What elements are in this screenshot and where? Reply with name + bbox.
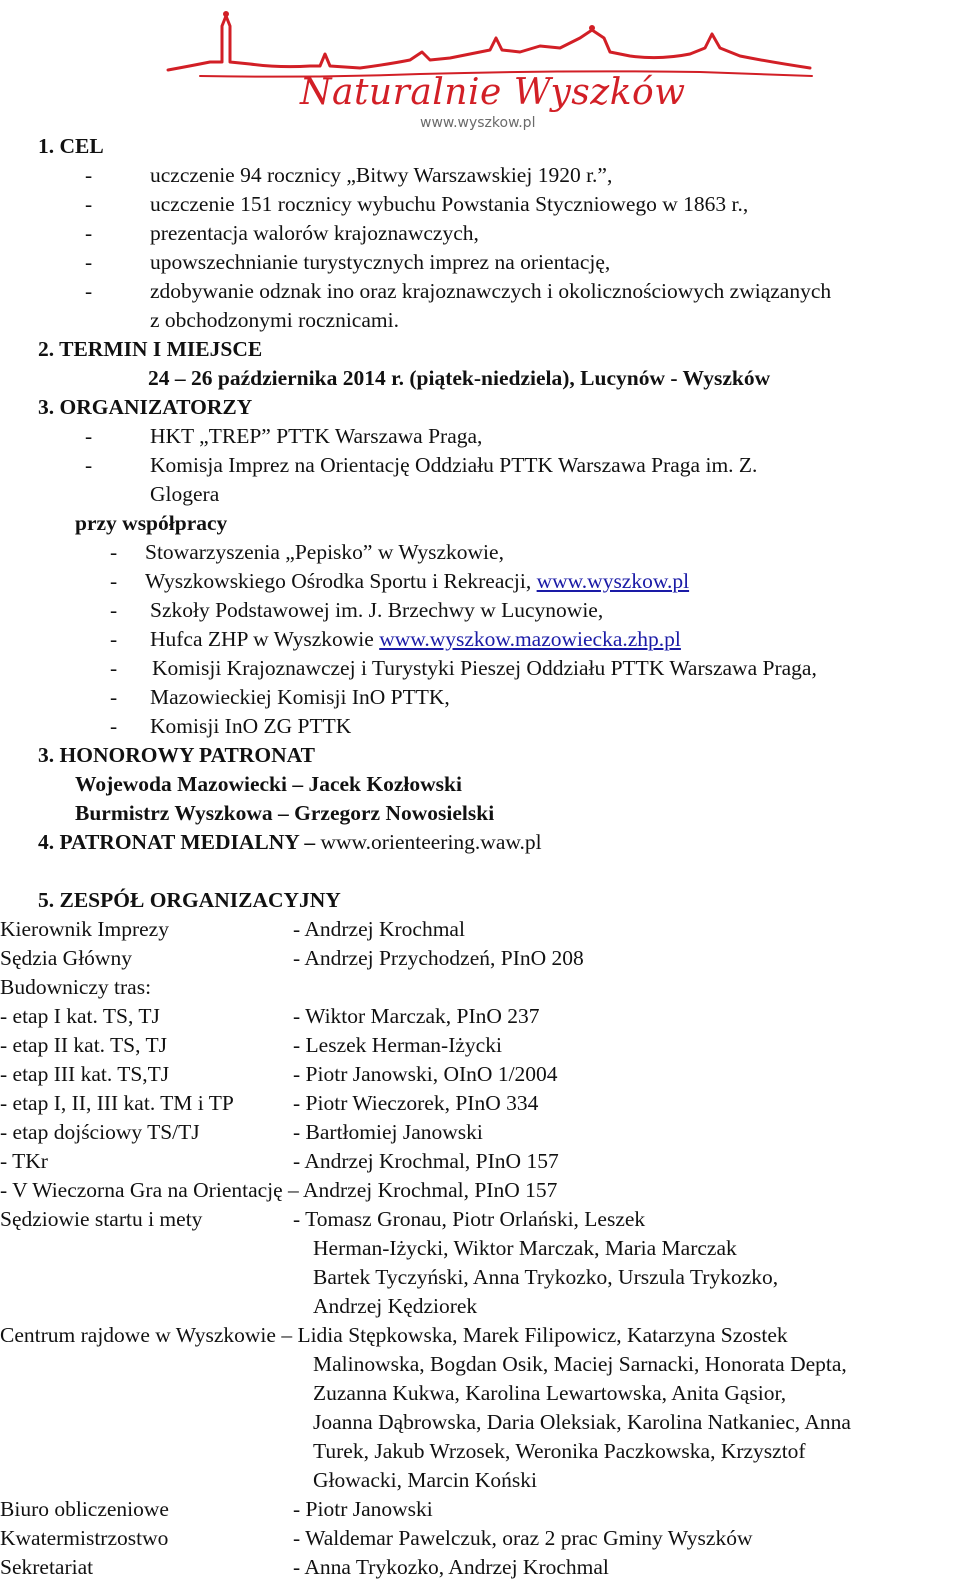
media-patronage — [38, 828, 542, 857]
dash: - — [110, 656, 118, 680]
section-heading-zespol: 5. ZESPÓŁ ORGANIZACYJNY — [38, 888, 341, 912]
list-item: uczczenie 94 rocznicy „Bitwy Warszawskiej 1920 r.”, — [150, 163, 613, 187]
row-label: Kierownik Imprezy — [0, 917, 169, 941]
row-label: - etap II kat. TS, TJ — [0, 1033, 167, 1057]
logo-title: Naturalnie Wyszków — [300, 72, 686, 113]
section-heading-medialny: 4. PATRONAT MEDIALNY – — [38, 830, 321, 854]
list-item: Szkoły Podstawowej im. J. Brzechwy w Lucynowie, — [150, 598, 604, 622]
list-item-text: Hufca ZHP w Wyszkowie — [150, 627, 380, 651]
list-item: upowszechnianie turystycznych imprez na orientację, — [150, 250, 611, 274]
dash: - — [110, 569, 118, 593]
list-item: prezentacja walorów krajoznawczych, — [150, 221, 479, 245]
row-value: - Andrzej Przychodzeń, PInO 208 — [293, 946, 584, 970]
logo-url: www.wyszkow.pl — [420, 115, 536, 131]
dash: - — [85, 192, 93, 216]
row-value: - Andrzej Krochmal, PInO 157 — [293, 1149, 559, 1173]
dash: - — [85, 424, 93, 448]
row-value: - Piotr Wieczorek, PInO 334 — [293, 1091, 539, 1115]
list-item — [145, 567, 689, 596]
list-item: zdobywanie odznak ino oraz krajoznawczych i okolicznościowych związanych — [150, 279, 832, 303]
list-item: Komisji InO ZG PTTK — [150, 714, 352, 738]
event-date-place: 24 – 26 października 2014 r. (piątek-niedziela), Lucynów - Wyszków — [148, 366, 771, 390]
row-label: - etap I kat. TS, TJ — [0, 1004, 160, 1028]
list-item: uczczenie 151 rocznicy wybuchu Powstania Styczniowego w 1863 r., — [150, 192, 749, 216]
row-label: - etap dojściowy TS/TJ — [0, 1120, 200, 1144]
dash: - — [85, 250, 93, 274]
row-value: - Wiktor Marczak, PInO 237 — [293, 1004, 540, 1028]
row-value: - Tomasz Gronau, Piotr Orlański, Leszek — [293, 1207, 646, 1231]
row-label: - TKr — [0, 1149, 48, 1173]
section-heading-cel: 1. CEL — [38, 134, 104, 158]
row-value: Joanna Dąbrowska, Daria Oleksiak, Karolina Natkaniec, Anna — [313, 1410, 851, 1434]
row-label: Biuro obliczeniowe — [0, 1497, 169, 1521]
link-zhp[interactable]: www.wyszkow.mazowiecka.zhp.pl — [379, 627, 681, 651]
row-value: Bartek Tyczyński, Anna Trykozko, Urszula Trykozko, — [313, 1265, 779, 1289]
row-value: - Andrzej Krochmal — [293, 917, 465, 941]
list-item: Komisji Krajoznawczej i Turystyki Pieszej Oddziału PTTK Warszawa Praga, — [152, 656, 817, 680]
dash: - — [85, 163, 93, 187]
dash: - — [110, 540, 118, 564]
cooperation-label: przy współpracy — [75, 511, 228, 535]
row-value: - Piotr Janowski — [293, 1497, 433, 1521]
dash: - — [110, 598, 118, 622]
dash: - — [85, 221, 93, 245]
dash: - — [85, 453, 93, 477]
row-label: Sędzia Główny — [0, 946, 132, 970]
row-value: Zuzanna Kukwa, Karolina Lewartowska, Anita Gąsior, — [313, 1381, 787, 1405]
list-item: Mazowieckiej Komisji InO PTTK, — [150, 685, 450, 709]
dash: - — [110, 685, 118, 709]
row-label: Budowniczy tras: — [0, 975, 152, 999]
list-item-text: Wyszkowskiego Ośrodka Sportu i Rekreacji, — [145, 569, 537, 593]
list-item: Glogera — [150, 482, 220, 506]
dash: - — [110, 714, 118, 738]
section-heading-organizatorzy: 3. ORGANIZATORZY — [38, 395, 253, 419]
list-item: Stowarzyszenia „Pepisko” w Wyszkowie, — [145, 540, 504, 564]
row-label: Centrum rajdowe w Wyszkowie – Lidia Stępkowska, Marek Filipowicz, Katarzyna Szostek — [0, 1323, 788, 1347]
link-wyszkow[interactable]: www.wyszkow.pl — [536, 569, 690, 593]
section-heading-termin: 2. TERMIN I MIEJSCE — [38, 337, 263, 361]
list-item: Komisja Imprez na Orientację Oddziału PTTK Warszawa Praga im. Z. — [150, 453, 758, 477]
logo — [160, 8, 820, 131]
row-value: Andrzej Kędziorek — [313, 1294, 478, 1318]
row-label: Sędziowie startu i mety — [0, 1207, 203, 1231]
row-value: - Anna Trykozko, Andrzej Krochmal — [293, 1555, 609, 1579]
row-value: Malinowska, Bogdan Osik, Maciej Sarnacki, Honorata Depta, — [313, 1352, 847, 1376]
dash: - — [110, 627, 118, 651]
row-value: - Leszek Herman-Iżycki — [293, 1033, 502, 1057]
row-value: - Piotr Janowski, OInO 1/2004 — [293, 1062, 558, 1086]
row-value: - Waldemar Pawelczuk, oraz 2 prac Gminy Wyszków — [293, 1526, 753, 1550]
row-value: Głowacki, Marcin Koński — [313, 1468, 537, 1492]
row-value: Herman-Iżycki, Wiktor Marczak, Maria Marczak — [313, 1236, 737, 1260]
row-label: Sekretariat — [0, 1555, 94, 1579]
list-item: z obchodzonymi rocznicami. — [150, 308, 399, 332]
list-item — [150, 625, 681, 654]
media-patron-url: www.orienteering.waw.pl — [320, 830, 542, 854]
patron-line: Burmistrz Wyszkowa – Grzegorz Nowosielski — [75, 801, 495, 825]
row-value: - Bartłomiej Janowski — [293, 1120, 483, 1144]
row-label: Kwatermistrzostwo — [0, 1526, 169, 1550]
section-heading-patronat: 3. HONOROWY PATRONAT — [38, 743, 315, 767]
patron-line: Wojewoda Mazowiecki – Jacek Kozłowski — [75, 772, 462, 796]
row-label: - etap I, II, III kat. TM i TP — [0, 1091, 234, 1115]
list-item: HKT „TREP” PTTK Warszawa Praga, — [150, 424, 483, 448]
row-value: Turek, Jakub Wrzosek, Weronika Paczkowska, Krzysztof — [313, 1439, 806, 1463]
evening-game-line: - V Wieczorna Gra na Orientację – Andrzej Krochmal, PInO 157 — [0, 1178, 558, 1202]
row-label: - etap III kat. TS,TJ — [0, 1062, 170, 1086]
dash: - — [85, 279, 93, 303]
